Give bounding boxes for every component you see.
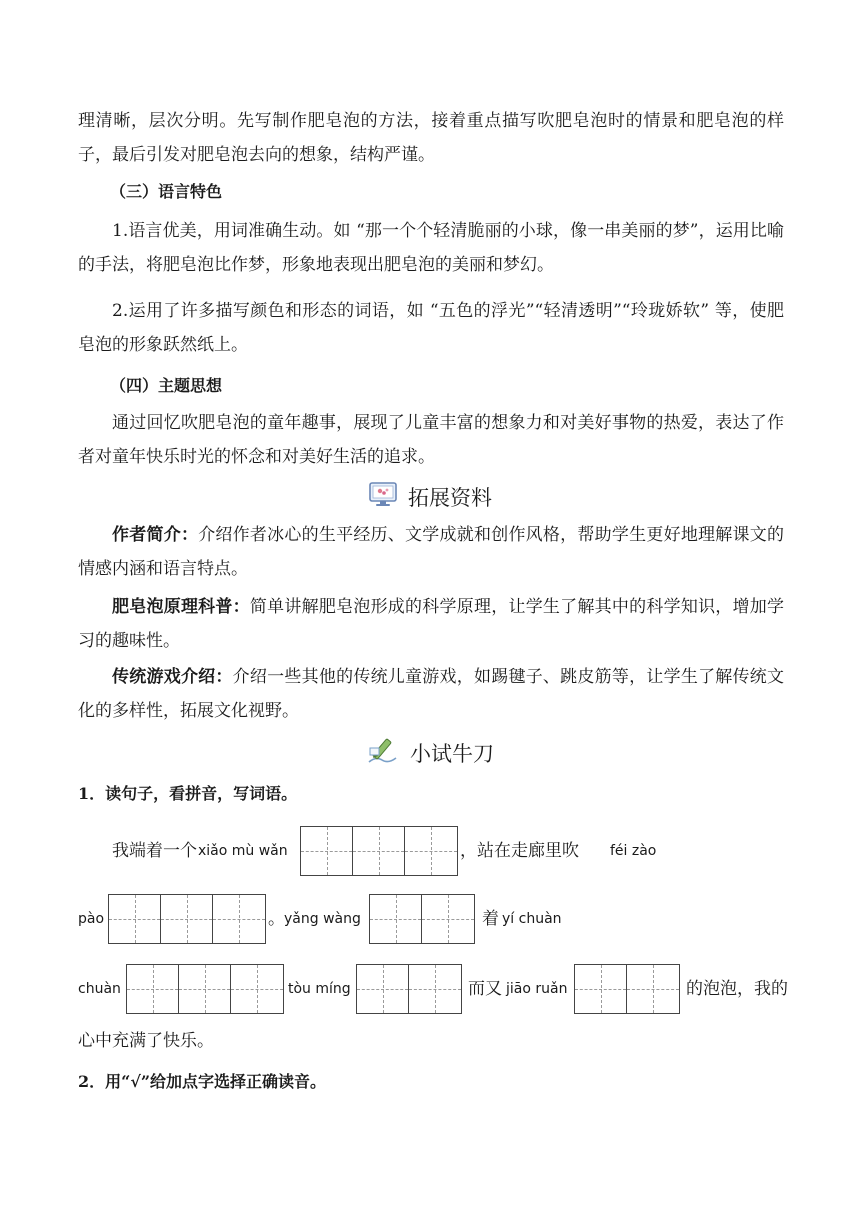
extension-item-text: 介绍作者冰心的生平经历、文学成就和创作风格，帮助学生更好地理解课文的情感内涵和语言特点。 bbox=[78, 525, 785, 579]
writing-cell[interactable] bbox=[109, 895, 161, 943]
practice-title: 小试牛刀 bbox=[410, 741, 494, 766]
writing-cell[interactable] bbox=[213, 895, 265, 943]
pinyin-label: féi zào bbox=[610, 843, 657, 859]
pinyin-label: xiǎo mù wǎn bbox=[198, 843, 288, 859]
sentence-text: 而又 bbox=[468, 979, 502, 999]
sentence-text: 我端着一个 bbox=[112, 841, 197, 861]
pinyin-label: pào bbox=[78, 911, 105, 927]
writing-cell[interactable] bbox=[405, 827, 457, 875]
writing-grid[interactable] bbox=[574, 964, 680, 1014]
writing-cell[interactable] bbox=[422, 895, 474, 943]
q1-line-1 bbox=[78, 825, 784, 877]
pen-writing-icon bbox=[366, 734, 400, 773]
writing-grid[interactable] bbox=[108, 894, 266, 944]
extension-item-text: 介绍一些其他的传统儿童游戏，如踢毽子、跳皮筋等，让学生了解传统文化的多样性，拓展文化视野。 bbox=[78, 667, 785, 721]
writing-cell[interactable] bbox=[409, 965, 461, 1013]
theme-heading: （四）主题思想 bbox=[110, 376, 223, 395]
q1-line-2 bbox=[78, 893, 784, 945]
writing-cell[interactable] bbox=[370, 895, 422, 943]
question-2-title: 2．用“√”给加点字选择正确读音。 bbox=[78, 1072, 327, 1091]
sentence-text: ，站在走廊里吹 bbox=[460, 841, 579, 861]
writing-cell[interactable] bbox=[179, 965, 231, 1013]
extension-item-author bbox=[78, 518, 784, 586]
writing-grid[interactable] bbox=[356, 964, 462, 1014]
pinyin-label: chuàn bbox=[78, 981, 121, 997]
computer-screen-icon bbox=[368, 480, 398, 515]
theme-paragraph: 通过回忆吹肥皂泡的童年趣事，展现了儿童丰富的想象力和对美好事物的热爱，表达了作者对童年快乐时光的怀念和对美好生活的追求。 bbox=[78, 413, 784, 467]
q1-line-4: 心中充满了快乐。 bbox=[78, 1031, 214, 1051]
pinyin-label: tòu míng bbox=[288, 981, 351, 997]
extension-item-label: 传统游戏介绍： bbox=[112, 667, 233, 687]
pinyin-label: yí chuàn bbox=[502, 911, 562, 927]
writing-cell[interactable] bbox=[161, 895, 213, 943]
language-point-1: 1.语言优美，用词准确生动。如 “那一个个轻清脆丽的小球，像一串美丽的梦”，运用比喻的手法，将肥皂泡比作梦，形象地表现出肥皂泡的美丽和梦幻。 bbox=[78, 221, 784, 275]
question-1-title: 1．读句子，看拼音，写词语。 bbox=[78, 784, 298, 803]
sentence-text: 。 bbox=[268, 909, 285, 929]
writing-cell[interactable] bbox=[627, 965, 679, 1013]
writing-cell[interactable] bbox=[357, 965, 409, 1013]
writing-grid[interactable] bbox=[369, 894, 475, 944]
pinyin-label: jiāo ruǎn bbox=[506, 981, 568, 997]
writing-grid[interactable] bbox=[126, 964, 284, 1014]
pinyin-label: yǎng wàng bbox=[284, 911, 361, 927]
extension-item-label: 肥皂泡原理科普： bbox=[112, 597, 250, 617]
writing-grid[interactable] bbox=[300, 826, 458, 876]
writing-cell[interactable] bbox=[127, 965, 179, 1013]
writing-cell[interactable] bbox=[353, 827, 405, 875]
writing-cell[interactable] bbox=[231, 965, 283, 1013]
sentence-text: 的泡泡，我的 bbox=[686, 979, 788, 999]
structure-paragraph: 理清晰，层次分明。先写制作肥皂泡的方法，接着重点描写吹肥皂泡时的情景和肥皂泡的样子，最后引发对肥皂泡去向的想象，结构严谨。 bbox=[78, 111, 784, 165]
extension-item-science bbox=[78, 590, 784, 658]
language-heading: （三）语言特色 bbox=[110, 182, 223, 201]
extension-section-title bbox=[0, 480, 860, 515]
writing-cell[interactable] bbox=[575, 965, 627, 1013]
sentence-text: 着 bbox=[482, 909, 499, 929]
extension-item-games bbox=[78, 660, 784, 728]
extension-item-text: 简单讲解肥皂泡形成的科学原理，让学生了解其中的科学知识，增加学习的趣味性。 bbox=[78, 597, 785, 651]
writing-cell[interactable] bbox=[301, 827, 353, 875]
extension-title: 拓展资料 bbox=[408, 485, 492, 510]
q1-line-3 bbox=[78, 963, 788, 1015]
practice-section-title bbox=[0, 734, 860, 773]
language-point-2: 2.运用了许多描写颜色和形态的词语，如 “五色的浮光”“轻清透明”“玲珑娇软” 等，使肥皂泡的形象跃然纸上。 bbox=[78, 301, 784, 355]
extension-item-label: 作者简介： bbox=[112, 525, 199, 545]
